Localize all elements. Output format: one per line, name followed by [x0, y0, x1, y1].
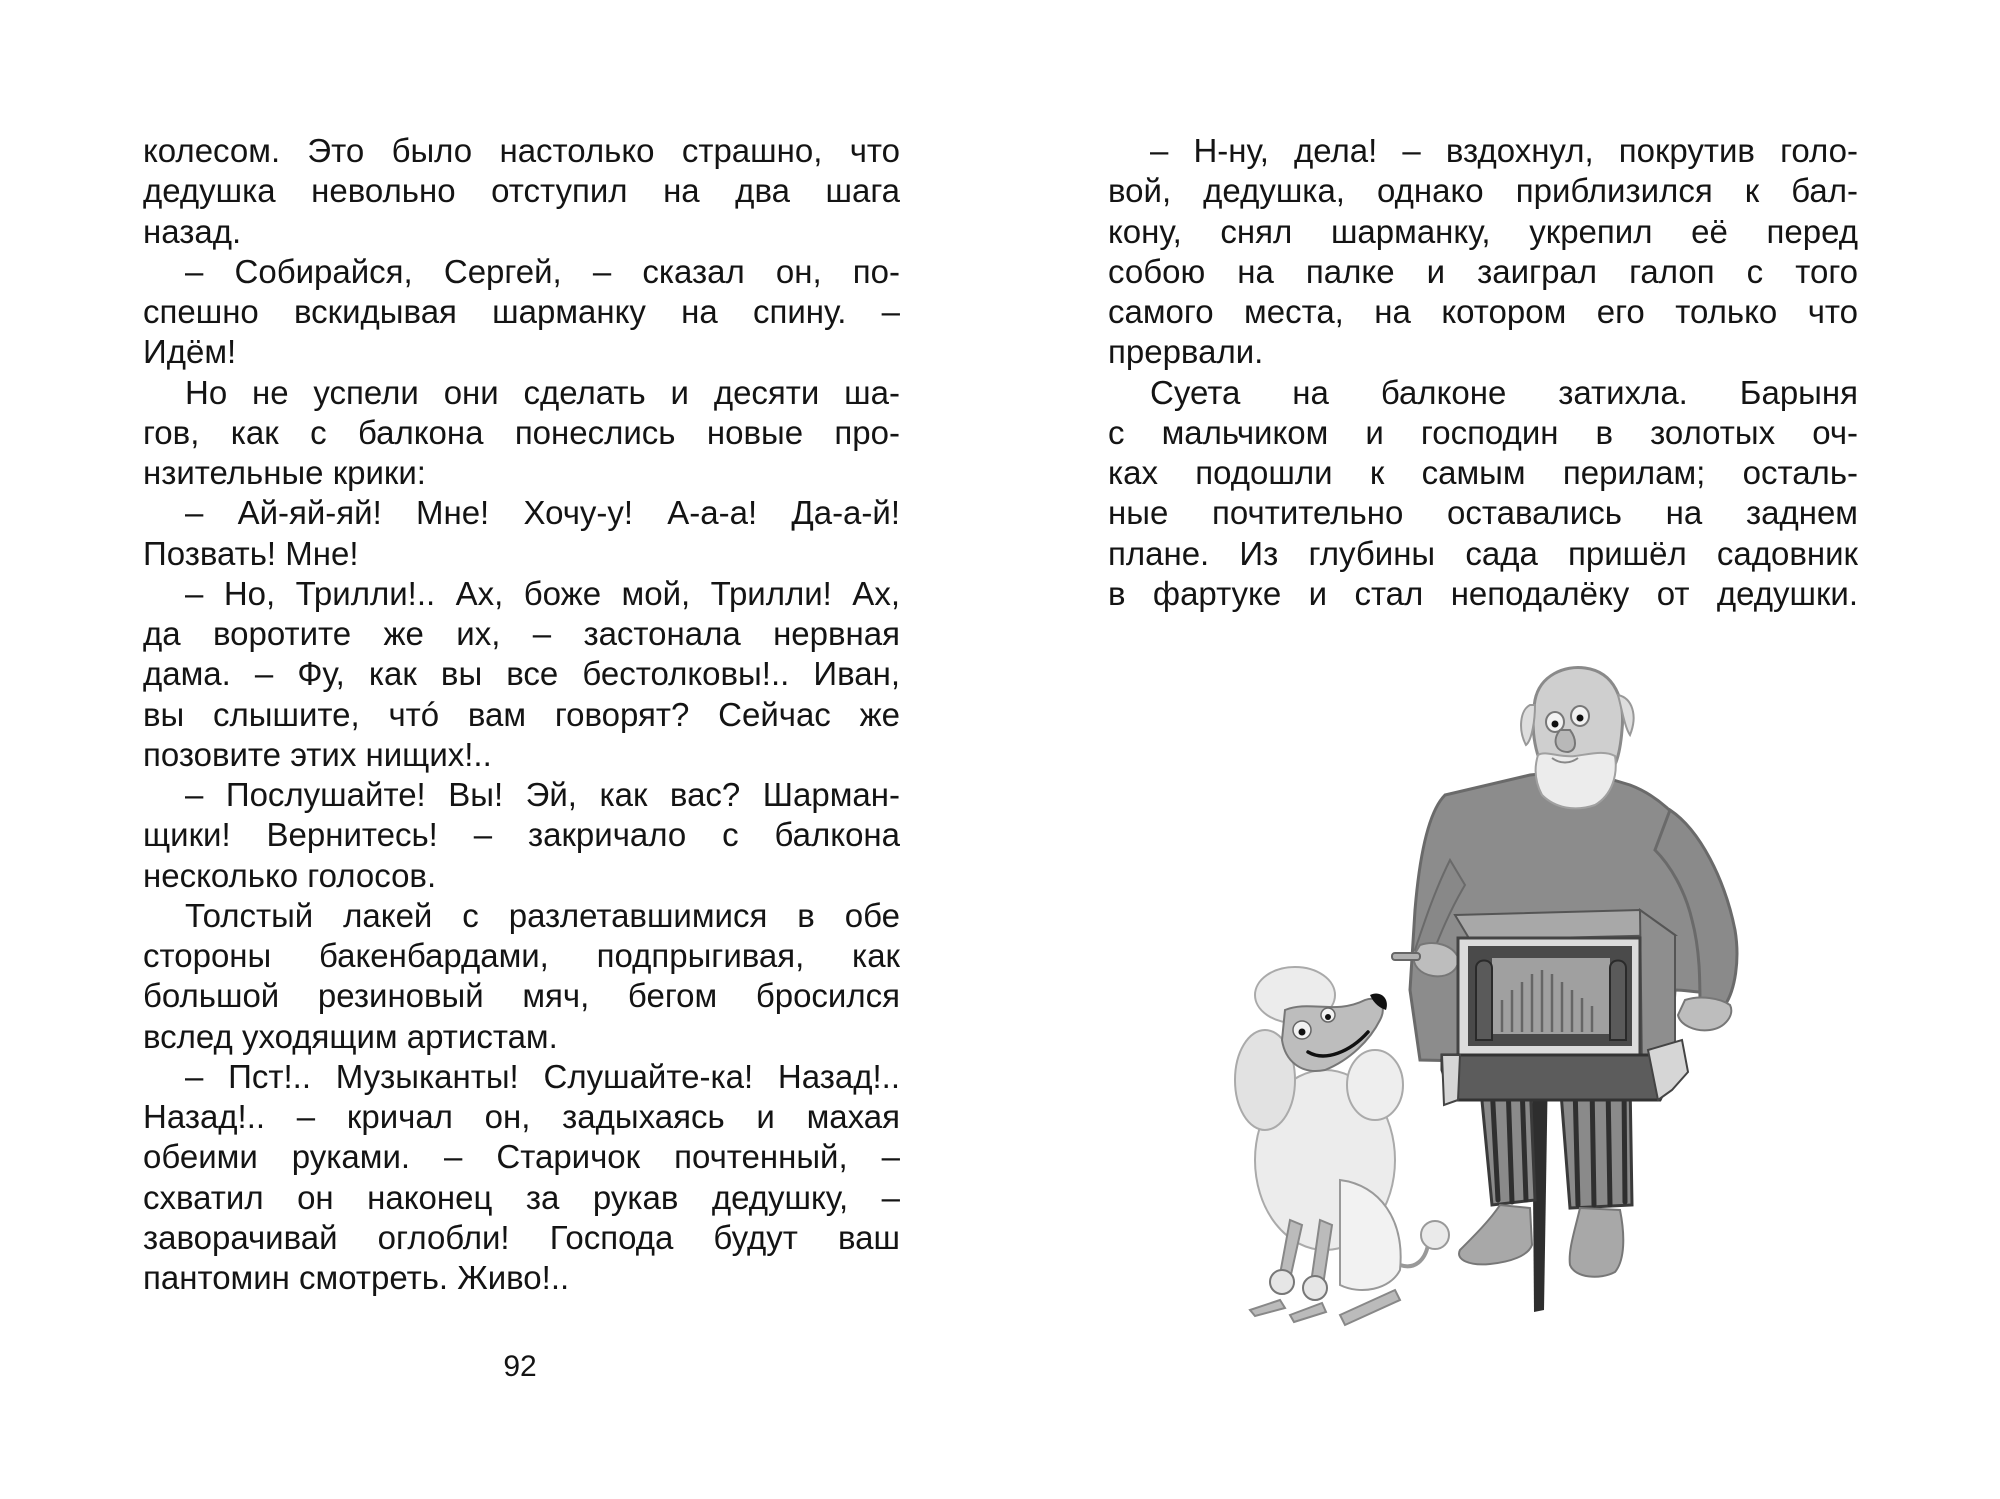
barrel-organ — [1442, 910, 1688, 1105]
text-line: нзительные крики: — [143, 454, 426, 491]
text-line: спешно вскидывая шарманку на спину. – — [143, 293, 900, 330]
text-line: щики! Вернитесь! – закричало с балкона — [143, 816, 900, 854]
text-line: вслед уходящим артистам. — [143, 1017, 558, 1055]
text-line: Но не успели они сделать и десяти ша- — [185, 373, 900, 411]
text-line: с мальчиком и господин в золотых оч- — [1108, 413, 1858, 451]
text-line: Толстый лакей с разлетавшимися в обе — [185, 896, 900, 934]
text-line: – Послушайте! Вы! Эй, как вас? Шарман- — [185, 776, 900, 813]
text-line: гов, как с балкона понеслись новые про- — [143, 413, 900, 451]
text-line: ные почтительно оставались на заднем — [1108, 494, 1858, 532]
text-line: пантомин смотреть. Живо!.. — [143, 1259, 570, 1296]
illustration-organ-grinder-and-poodle — [1230, 660, 1790, 1360]
text-line: да воротите же их, – застонала нервная — [143, 615, 900, 652]
text-line: самого места, на котором его только что — [1108, 293, 1858, 330]
text-line: назад. — [143, 212, 242, 250]
text-line: стороны бакенбардами, подпрыгивая, как — [143, 937, 900, 974]
text-line: Позвать! Мне! — [143, 534, 359, 572]
text-line: в фартуке и стал неподалёку от дедушки. — [1108, 574, 1858, 612]
text-line: – Но, Трилли!.. Ах, боже мой, Трилли! Ах, — [185, 574, 900, 612]
text-line: позовите этих нищих!.. — [143, 735, 492, 773]
text-line: – Собирайся, Сергей, – сказал он, по- — [185, 252, 900, 290]
text-line: – Ай-яй-яй! Мне! Хочу-у! А-а-а! Да-а-й! — [185, 494, 900, 532]
text-line: дедушка невольно отступил на два шага — [143, 172, 900, 210]
text-line: дама. – Фу, как вы все бестолковы!.. Иван, — [143, 655, 900, 693]
text-line: собою на палке и заиграл галоп с того — [1108, 252, 1858, 290]
text-line: Идём! — [143, 333, 237, 371]
text-line: несколько голосов. — [143, 856, 437, 894]
left-text-column — [143, 131, 900, 1298]
text-line: схватил он наконец за рукав дедушку, – — [143, 1178, 900, 1216]
text-line: кону, снял шарманку, укрепил её перед — [1108, 212, 1858, 250]
text-line: большой резиновый мяч, бегом бросился — [143, 977, 900, 1015]
text-line: вы слышите, чтó вам говорят? Сейчас же — [143, 695, 900, 733]
text-line: ках подошли к самым перилам; осталь- — [1108, 454, 1858, 491]
text-line: – Пст!.. Музыканты! Слушайте-ка! Назад!.. — [185, 1057, 900, 1095]
text-line: заворачивай оглобли! Господа будут ваш — [143, 1218, 900, 1256]
text-line: прервали. — [1108, 333, 1264, 371]
text-line: Назад!.. – кричал он, задыхаясь и махая — [143, 1098, 900, 1135]
text-line: обеими руками. – Старичок почтенный, – — [143, 1138, 900, 1176]
text-line: вой, дедушка, однако приблизился к бал- — [1108, 172, 1858, 210]
page-number: 92 — [503, 1350, 537, 1383]
text-line: плане. Из глубины сада пришёл садовник — [1108, 534, 1858, 572]
right-text-column — [1108, 131, 1858, 614]
text-line: – Н-ну, дела! – вздохнул, покрутив голо- — [1150, 132, 1858, 169]
text-line: Суета на балконе затихла. Барыня — [1150, 373, 1858, 411]
text-line: колесом. Это было настолько страшно, что — [143, 132, 900, 169]
